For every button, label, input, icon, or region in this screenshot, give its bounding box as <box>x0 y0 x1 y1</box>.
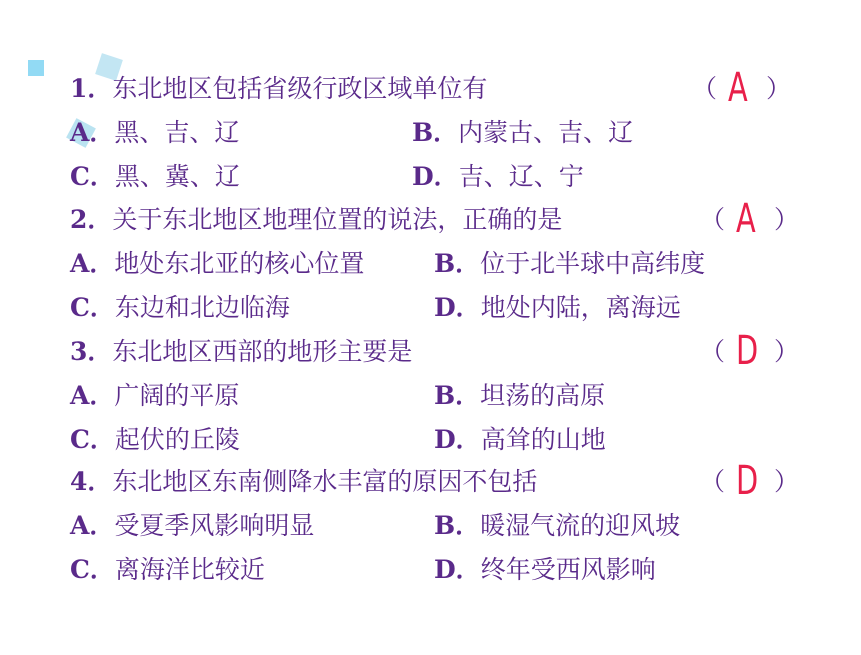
option-b: B．内蒙古、吉、辽 <box>412 118 634 147</box>
option-a: A．地处东北亚的核心位置 <box>70 249 365 278</box>
question-number: 1． <box>70 74 113 103</box>
option-d: D．吉、辽、宁 <box>412 162 584 191</box>
answer-paren-open: （ <box>700 467 726 496</box>
question-3-stem <box>70 337 412 367</box>
option-c: C．东边和北边临海 <box>70 293 290 322</box>
answer-mark: A <box>728 65 748 111</box>
answer-mark: D <box>736 328 759 374</box>
option-c: C．起伏的丘陵 <box>70 425 240 454</box>
question-2-stem <box>70 205 562 235</box>
option-c: C．黑、冀、辽 <box>70 162 240 191</box>
option-b: B．坦荡的高原 <box>434 381 606 410</box>
answer-paren-close: ） <box>774 337 800 366</box>
option-b: B．位于北半球中高纬度 <box>434 249 706 278</box>
option-b: B．暖湿气流的迎风坡 <box>434 511 681 540</box>
question-number: 2． <box>70 205 113 234</box>
answer-paren-close: ） <box>774 205 800 234</box>
option-d: D．高耸的山地 <box>434 425 606 454</box>
answer-paren-open: （ <box>700 337 726 366</box>
answer-paren-open: （ <box>700 205 726 234</box>
option-d: D．终年受西风影响 <box>434 555 656 584</box>
question-text: 东北地区包括省级行政区域单位有 <box>112 74 488 103</box>
question-number: 3． <box>70 337 113 366</box>
question-text: 东北地区西部的地形主要是 <box>112 337 413 366</box>
question-text: 关于东北地区地理位置的说法，正确的是 <box>112 205 563 234</box>
option-a: A．广阔的平原 <box>70 381 240 410</box>
answer-mark: D <box>736 458 759 504</box>
question-text: 东北地区东南侧降水丰富的原因不包括 <box>112 467 538 496</box>
option-a: A．受夏季风影响明显 <box>70 511 315 540</box>
option-d: D．地处内陆，离海远 <box>434 293 681 322</box>
answer-paren-close: ） <box>766 74 792 103</box>
answer-mark: A <box>736 196 756 242</box>
question-4-stem <box>70 467 537 497</box>
option-a: A．黑、吉、辽 <box>70 118 240 147</box>
answer-paren-close: ） <box>774 467 800 496</box>
option-c: C．离海洋比较近 <box>70 555 265 584</box>
question-1-stem <box>70 74 487 104</box>
decorative-square <box>28 60 44 76</box>
answer-paren-open: （ <box>692 74 718 103</box>
question-number: 4． <box>70 467 113 496</box>
